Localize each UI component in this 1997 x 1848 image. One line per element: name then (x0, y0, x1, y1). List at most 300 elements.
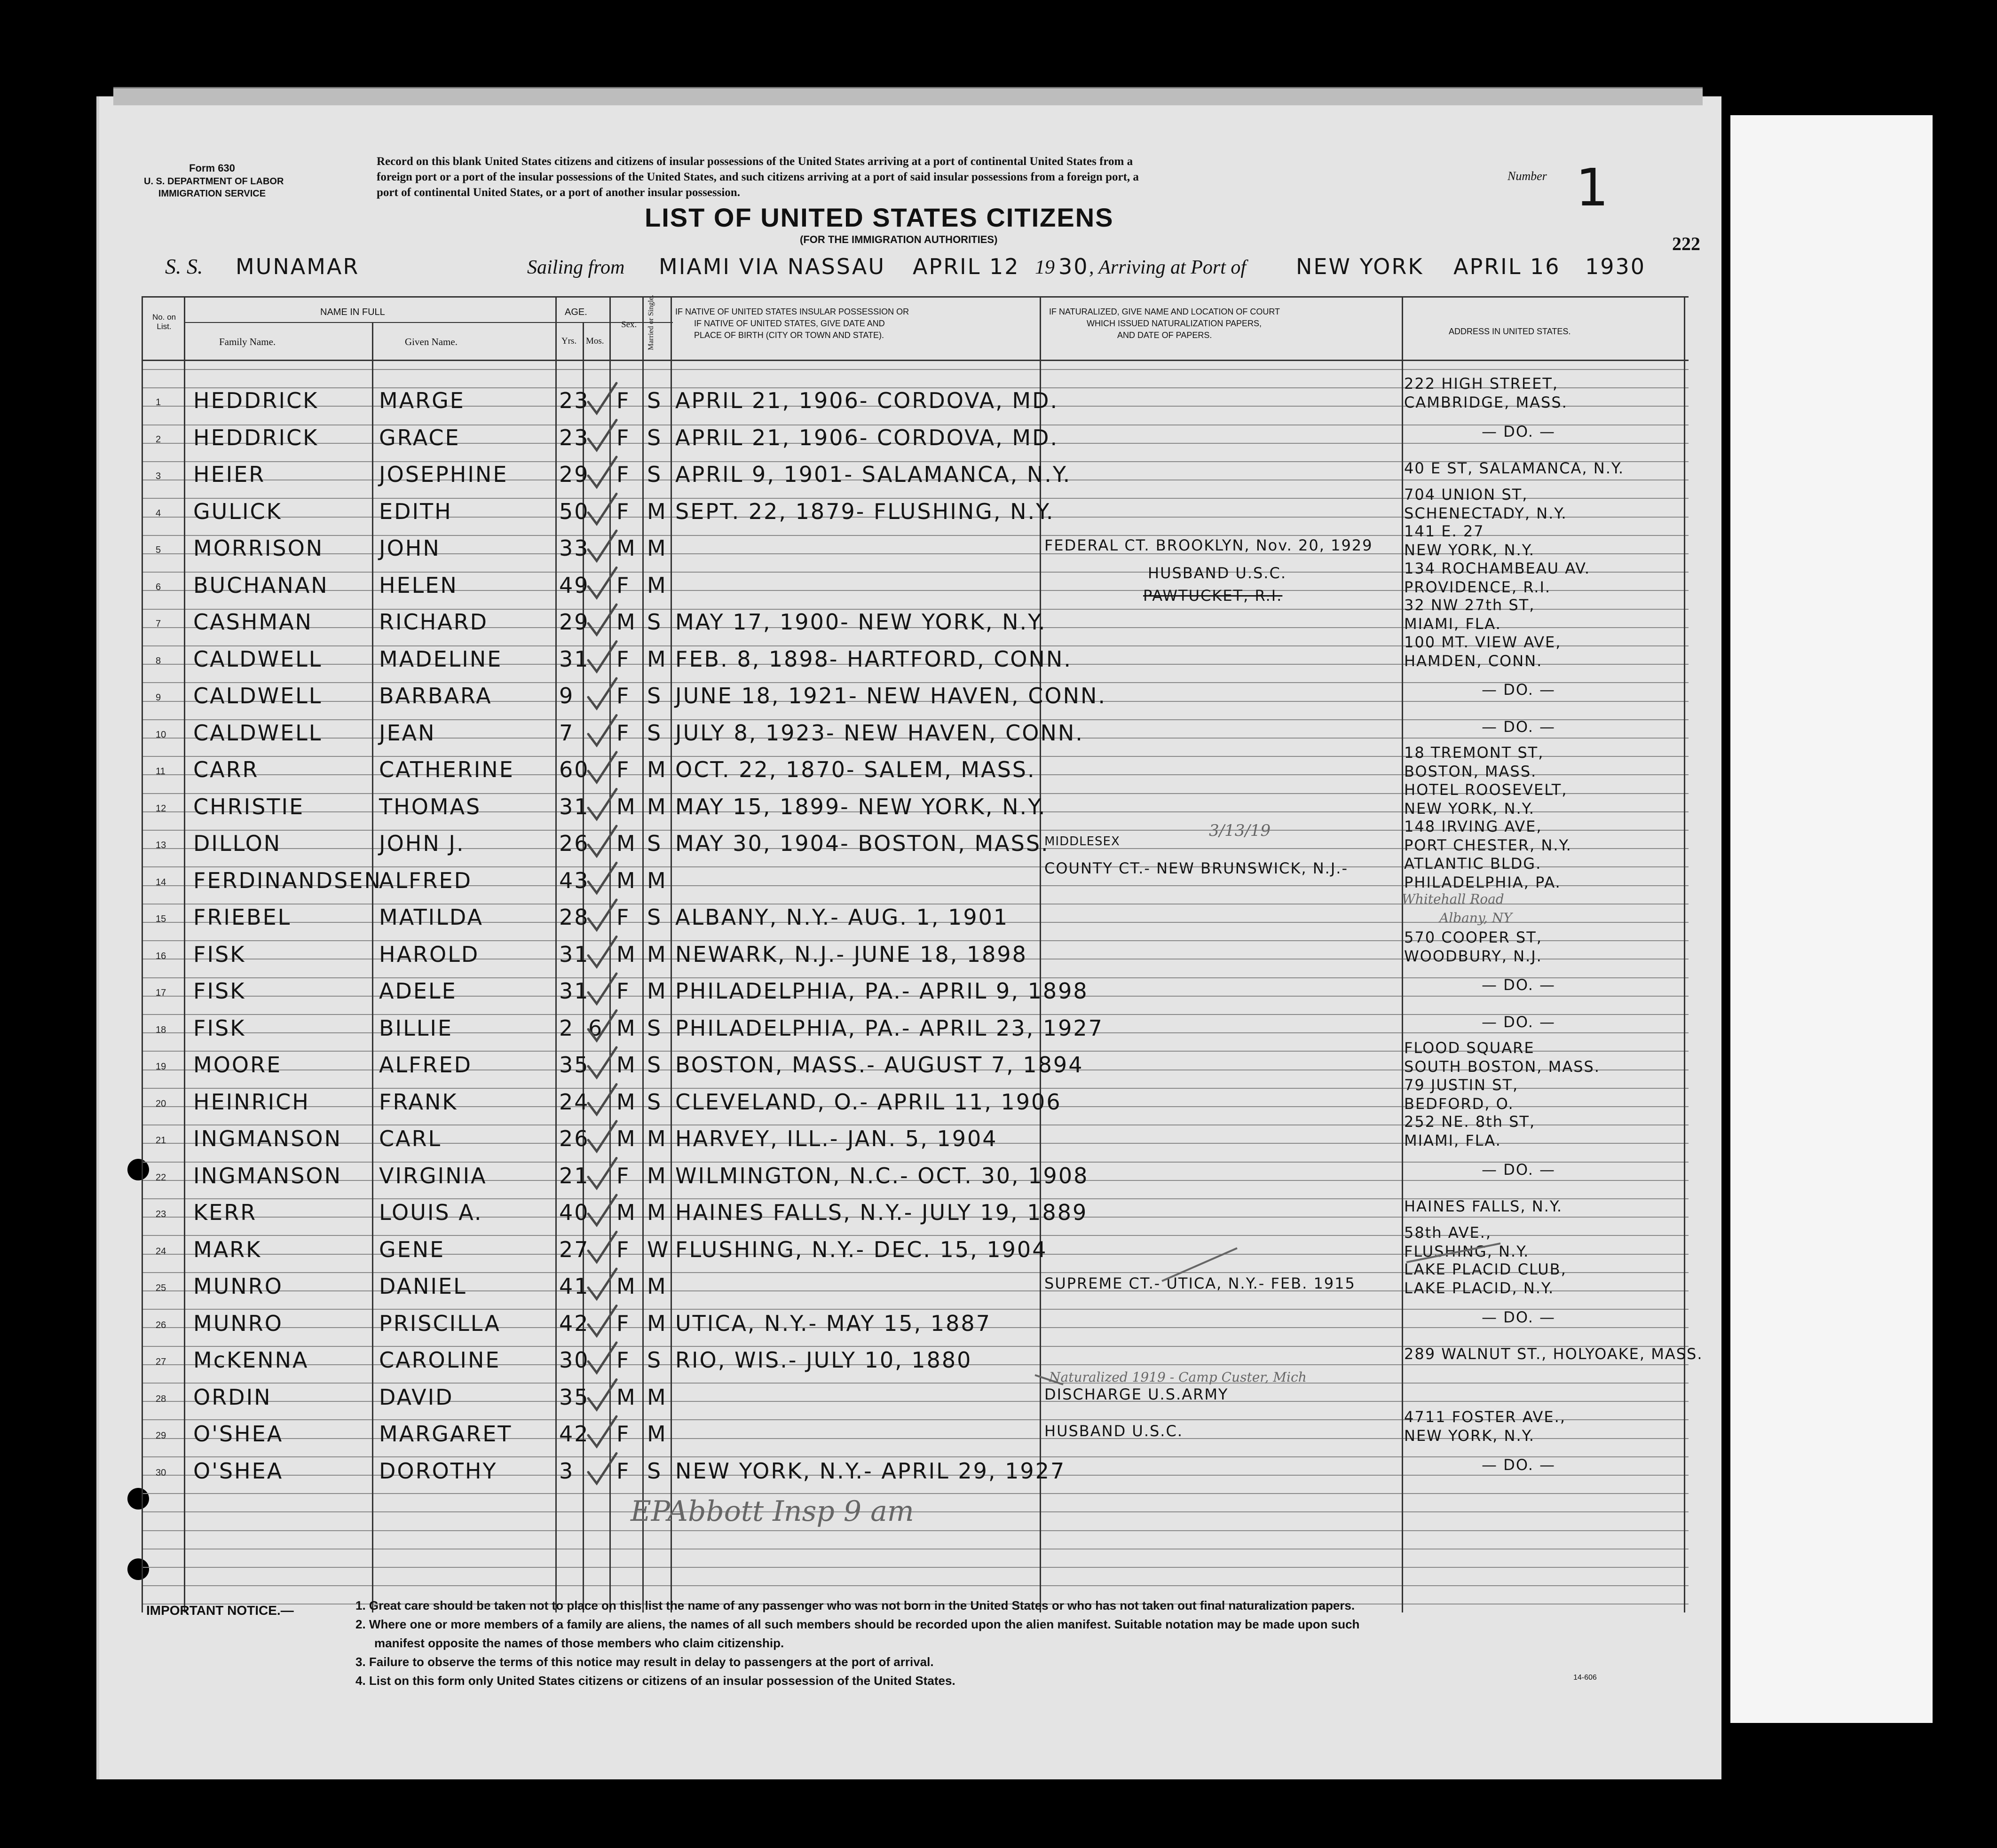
cell-age: 7 (559, 720, 575, 746)
cell-ms: S (647, 388, 663, 413)
cell-no: 19 (156, 1062, 166, 1072)
cell-addr2: LAKE PLACID, N.Y. (1404, 1279, 1555, 1297)
cell-sex: M (616, 794, 637, 819)
cell-sex: F (616, 1421, 631, 1447)
number-value: 1 (1576, 157, 1609, 218)
check-mark (588, 1047, 616, 1077)
check-mark (588, 1232, 616, 1262)
cell-given: GENE (379, 1236, 445, 1262)
cell-no: 9 (156, 692, 161, 703)
cell-no: 27 (156, 1357, 166, 1367)
cell-addr2: PHILADELPHIA, PA. (1404, 873, 1561, 891)
cell-birth: PHILADELPHIA, PA.- APRIL 23, 1927 (675, 1015, 1104, 1041)
sailing-year: 30 (1058, 254, 1089, 279)
cell-age: 27 (559, 1236, 590, 1262)
cell-ms: S (647, 1458, 663, 1484)
cell-given: HELEN (379, 572, 458, 598)
check-mark (588, 974, 616, 1004)
check-mark (588, 605, 616, 635)
cell-family: FISK (193, 978, 246, 1004)
cell-given: RICHARD (379, 609, 489, 635)
pencil-stroke (1406, 1243, 1500, 1262)
page-title: LIST OF UNITED STATES CITIZENS (645, 203, 1114, 232)
cell-addr1: 222 HIGH STREET, (1404, 375, 1559, 393)
cell-given: MARGE (379, 388, 465, 413)
cell-no: 22 (156, 1172, 166, 1183)
check-mark (588, 1158, 616, 1188)
cell-age: 42 (559, 1421, 590, 1447)
cell-family: MOORE (193, 1052, 282, 1077)
cell-ms: M (647, 1274, 667, 1299)
header-months: Mos. (586, 336, 604, 346)
cell-no: 29 (156, 1431, 166, 1441)
header-birth-line-3: PLACE OF BIRTH (CITY OR TOWN AND STATE). (694, 330, 884, 340)
cell-addr2: FLUSHING, N.Y. (1404, 1242, 1530, 1260)
cell-addr2: PORT CHESTER, N.Y. (1404, 836, 1572, 854)
check-mark (588, 420, 616, 450)
cell-addr1: — DO. — (1482, 717, 1556, 736)
header-sex: Sex. (621, 320, 637, 330)
cell-birth: NEW YORK, N.Y.- APRIL 29, 1927 (675, 1458, 1066, 1484)
header-name-in-full: NAME IN FULL (320, 307, 385, 317)
cell-age: 23 (559, 388, 590, 413)
pencil-stroke (1162, 1248, 1237, 1281)
cell-no: 16 (156, 951, 166, 961)
cell-given: ALFRED (379, 867, 473, 893)
cell-age: 35 (559, 1052, 590, 1077)
cell-sex: M (616, 941, 637, 967)
cell-sex: F (616, 425, 631, 450)
cell-ms: S (647, 1089, 663, 1115)
cell-given: EDITH (379, 498, 452, 524)
cell-no: 28 (156, 1393, 166, 1404)
cell-given: JOSEPHINE (379, 462, 508, 487)
notice-1: 1. Great care should be taken not to place on this list the name of any passenger who was not born in the United States or who has not taken out final naturalization papers. (355, 1598, 1355, 1612)
cell-addr1: 40 E ST, SALAMANCA, N.Y. (1404, 459, 1625, 477)
cell-sex: F (616, 720, 631, 746)
cell-birth: APRIL 21, 1906- CORDOVA, MD. (675, 425, 1059, 450)
cell-sex: F (616, 572, 631, 598)
cell-age: 9 (559, 683, 575, 708)
instructions-line-3: port of continental United States, or a port of another insular possession. (377, 186, 740, 199)
cell-family: CALDWELL (193, 646, 323, 672)
cell-nat2: Naturalized 1919 - Camp Custer, Mich (1049, 1369, 1307, 1385)
check-mark (588, 1011, 616, 1041)
cell-no: 25 (156, 1283, 166, 1293)
cell-addr2: BEDFORD, O. (1404, 1094, 1514, 1113)
cell-given: MADELINE (379, 646, 503, 672)
cell-family: FISK (193, 1015, 246, 1041)
cell-ms: S (647, 831, 663, 856)
cell-age: 31 (559, 978, 590, 1004)
cell-nat2: PAWTUCKET, R.I. (1143, 586, 1283, 605)
cell-family: MUNRO (193, 1274, 283, 1299)
departure-port: MIAMI VIA NASSAU (659, 254, 885, 279)
header-number: No. on List. (152, 313, 176, 331)
cell-addr2: WOODBURY, N.J. (1404, 947, 1542, 965)
ss-label: S. S. (165, 254, 203, 278)
cell-ms: M (647, 572, 667, 598)
cell-age: 30 (559, 1347, 590, 1373)
check-mark (588, 826, 616, 856)
arrival-year: 1930 (1585, 254, 1646, 279)
cell-age: 28 (559, 904, 590, 930)
cell-sex: F (616, 978, 631, 1004)
cell-ms: W (647, 1236, 670, 1262)
cell-sex: M (616, 1384, 637, 1410)
cell-age: 40 (559, 1200, 590, 1225)
cell-family: GULICK (193, 498, 282, 524)
cell-no: 12 (156, 803, 166, 814)
back-sheet (1730, 115, 1933, 1723)
cell-nat: HUSBAND U.S.C. (1044, 1422, 1183, 1440)
cell-sex: F (616, 1163, 631, 1188)
check-mark (588, 568, 616, 598)
cell-addr1: LAKE PLACID CLUB, (1404, 1260, 1567, 1278)
cell-addr2: PROVIDENCE, R.I. (1404, 578, 1551, 596)
check-mark (588, 863, 616, 893)
cell-sex: F (616, 1347, 631, 1373)
cell-no: 15 (156, 914, 166, 924)
cell-age: 29 (559, 462, 590, 487)
cell-family: CALDWELL (193, 683, 323, 708)
cell-sex: F (616, 646, 631, 672)
cell-family: KERR (193, 1200, 257, 1225)
check-mark (588, 1380, 616, 1410)
cell-given: JOHN J. (379, 831, 465, 856)
cell-birth: FEB. 8, 1898- HARTFORD, CONN. (675, 646, 1072, 672)
cell-ms: S (647, 904, 663, 930)
cell-no: 24 (156, 1246, 166, 1257)
header-nat-line-1: IF NATURALIZED, GIVE NAME AND LOCATION OF COURT (1049, 307, 1280, 316)
cell-family: CASHMAN (193, 609, 313, 635)
cell-age: 2 (559, 1015, 575, 1041)
cell-family: FISK (193, 941, 246, 967)
cell-birth: APRIL 9, 1901- SALAMANCA, N.Y. (675, 462, 1072, 487)
cell-age: 24 (559, 1089, 590, 1115)
instructions-line-1: Record on this blank United States citizens and citizens of insular possessions of the United States arriving at a port of continental United States from a (377, 155, 1133, 168)
header-years: Yrs. (561, 336, 577, 346)
cell-no: 11 (156, 766, 166, 777)
cell-family: FRIEBEL (193, 904, 292, 930)
cell-given: GRACE (379, 425, 460, 450)
form-number: Form 630 (189, 162, 235, 174)
cell-ms: M (647, 1310, 667, 1336)
cell-birth: APRIL 21, 1906- CORDOVA, MD. (675, 388, 1059, 413)
cell-addr2: MIAMI, FLA. (1404, 615, 1501, 633)
cell-ms: M (647, 1421, 667, 1447)
cell-nat: SUPREME CT.- UTICA, N.Y.- FEB. 1915 (1044, 1274, 1356, 1292)
cell-family: FERDINANDSEN (193, 867, 382, 893)
cell-sex: M (616, 1015, 637, 1041)
cell-ms: M (647, 1163, 667, 1188)
cell-given: BILLIE (379, 1015, 453, 1041)
check-mark (588, 494, 616, 524)
cell-given: MATILDA (379, 904, 483, 930)
cell-addr1: 252 NE. 8th ST, (1404, 1113, 1536, 1131)
cell-ms: S (647, 683, 663, 708)
year-prefix: 19 (1035, 257, 1055, 278)
cell-no: 7 (156, 619, 161, 629)
cell-sex: M (616, 867, 637, 893)
cell-ms: M (647, 1200, 667, 1225)
cell-sex: F (616, 498, 631, 524)
cell-birth: MAY 30, 1904- BOSTON, MASS. (675, 831, 1050, 856)
cell-addr2: HAMDEN, CONN. (1404, 652, 1543, 670)
page-subtitle: (FOR THE IMMIGRATION AUTHORITIES) (800, 234, 998, 245)
manifest-page (96, 96, 1721, 1779)
header-nat-line-2: WHICH ISSUED NATURALIZATION PAPERS, (1087, 319, 1262, 328)
cell-ms: S (647, 720, 663, 746)
check-mark (588, 642, 616, 672)
cell-ms: M (647, 867, 667, 893)
inspector-signature: EPAbbott Insp 9 am (631, 1495, 914, 1528)
cell-nat: DISCHARGE U.S.ARMY (1044, 1385, 1229, 1403)
cell-sex: M (616, 831, 637, 856)
cell-age: 49 (559, 572, 590, 598)
instructions-line-2: foreign port or a port of the insular possessions of the United States, and such citizens arriving at a port of said insular possessions from a foreign port, a (377, 171, 1139, 183)
cell-addr1: HAINES FALLS, N.Y. (1404, 1197, 1563, 1215)
cell-sex: F (616, 683, 631, 708)
cell-given: PRISCILLA (379, 1310, 501, 1336)
check-mark (588, 457, 616, 487)
cell-addr2: NEW YORK, N.Y. (1404, 541, 1535, 559)
cell-no: 10 (156, 729, 166, 740)
cell-no: 5 (156, 545, 161, 555)
cell-no: 30 (156, 1467, 166, 1478)
cell-birth: WILMINGTON, N.C.- OCT. 30, 1908 (675, 1163, 1089, 1188)
cell-no: 26 (156, 1320, 166, 1330)
cell-no: 8 (156, 655, 161, 666)
cell-no: 21 (156, 1135, 166, 1146)
cell-age: 41 (559, 1274, 590, 1299)
cell-nat: COUNTY CT.- NEW BRUNSWICK, N.J.- (1044, 859, 1348, 877)
cell-addr1: — DO. — (1482, 1160, 1556, 1179)
cell-birth: SEPT. 22, 1879- FLUSHING, N.Y. (675, 498, 1055, 524)
cell-no: 1 (156, 397, 161, 408)
cell-birth: MAY 15, 1899- NEW YORK, N.Y. (675, 794, 1047, 819)
cell-addr1: — DO. — (1482, 1013, 1556, 1031)
cell-addr1: — DO. — (1482, 1455, 1556, 1474)
cell-no: 17 (156, 988, 166, 998)
check-mark (588, 531, 616, 561)
cell-addr1: 18 TREMONT ST, (1404, 744, 1544, 762)
cell-sex: M (616, 1126, 637, 1151)
cell-age: 31 (559, 941, 590, 967)
check-mark (588, 1121, 616, 1151)
cell-birth: OCT. 22, 1870- SALEM, MASS. (675, 757, 1036, 782)
cell-addr1: 289 WALNUT ST., HOLYOAKE, MASS. (1404, 1345, 1703, 1363)
cell-addr1: — DO. — (1482, 422, 1556, 440)
cell-family: McKENNA (193, 1347, 309, 1373)
cell-addr1: 141 E. 27 (1404, 522, 1484, 540)
cell-ms: S (647, 1347, 663, 1373)
cell-sex: F (616, 1310, 631, 1336)
cell-addr1: 704 UNION ST, (1404, 485, 1528, 503)
cell-no: 13 (156, 840, 166, 850)
cell-birth: JULY 8, 1923- NEW HAVEN, CONN. (675, 720, 1084, 746)
cell-no: 18 (156, 1024, 166, 1035)
cell-addr1: 148 IRVING AVE, (1404, 818, 1542, 835)
cell-addr1: Whitehall Road (1402, 891, 1504, 907)
cell-birth: HARVEY, ILL.- JAN. 5, 1904 (675, 1126, 998, 1151)
cell-given: JEAN (379, 720, 436, 746)
cell-addr1: 32 NW 27th ST, (1404, 596, 1535, 614)
cell-ms: M (647, 1126, 667, 1151)
cell-nat: HUSBAND U.S.C. (1148, 564, 1287, 582)
cell-age: 43 (559, 867, 590, 893)
cell-ms: M (647, 1384, 667, 1410)
cell-birth: MAY 17, 1900- NEW YORK, N.Y. (675, 609, 1047, 635)
arrival-date: APRIL 16 (1453, 254, 1561, 279)
cell-age: 50 (559, 498, 590, 524)
cell-no: 14 (156, 877, 166, 888)
check-mark (588, 1269, 616, 1299)
cell-birth: CLEVELAND, O.- APRIL 11, 1906 (675, 1089, 1062, 1115)
cell-family: HEIER (193, 462, 266, 487)
cell-nat: FEDERAL CT. BROOKLYN, Nov. 20, 1929 (1044, 536, 1373, 554)
cell-family: HEDDRICK (193, 388, 319, 413)
notice-2a: 2. Where one or more members of a family are aliens, the names of all such members should be recorded upon the alien manifest. Suitable notation may be made upon such (355, 1617, 1360, 1631)
cell-addr1: ATLANTIC BLDG. (1404, 854, 1542, 873)
cell-sex: M (616, 1274, 637, 1299)
cell-ms: S (647, 609, 663, 635)
cell-birth: UTICA, N.Y.- MAY 15, 1887 (675, 1310, 991, 1336)
cell-given: CARL (379, 1126, 442, 1151)
cell-addr1: 100 MT. VIEW AVE, (1404, 633, 1562, 651)
check-mark (588, 716, 616, 746)
check-mark (588, 937, 616, 967)
cell-birth: NEWARK, N.J.- JUNE 18, 1898 (675, 941, 1027, 967)
cell-given: MARGARET (379, 1421, 513, 1447)
cell-addr1: — DO. — (1482, 681, 1556, 699)
cell-ms: M (647, 794, 667, 819)
cell-no: 20 (156, 1098, 166, 1109)
cell-ms: M (647, 535, 667, 561)
sailing-label: Sailing from (527, 257, 625, 278)
cell-age: 29 (559, 609, 590, 635)
cell-given: HAROLD (379, 941, 480, 967)
check-mark (588, 789, 616, 819)
check-mark (588, 1416, 616, 1447)
cell-birth: RIO, WIS.- JULY 10, 1880 (675, 1347, 972, 1373)
header-birth-line-1: IF NATIVE OF UNITED STATES INSULAR POSSESSION OR (675, 307, 909, 316)
header-married-single: Married or Single. (647, 295, 655, 350)
cell-age: 23 (559, 425, 590, 450)
cell-family: MUNRO (193, 1310, 283, 1336)
cell-birth: JUNE 18, 1921- NEW HAVEN, CONN. (675, 683, 1107, 708)
cell-sex: M (616, 1200, 637, 1225)
cell-no: 23 (156, 1209, 166, 1219)
cell-age: 3 (559, 1458, 575, 1484)
cell-age: 42 (559, 1310, 590, 1336)
cell-birth: PHILADELPHIA, PA.- APRIL 9, 1898 (675, 978, 1089, 1004)
notice-2b: manifest opposite the names of those members who claim citizenship. (374, 1636, 784, 1650)
cell-family: DILLON (193, 831, 282, 856)
cell-ms: M (647, 978, 667, 1004)
footer-code: 14-606 (1573, 1674, 1597, 1682)
cell-family: HEINRICH (193, 1089, 310, 1115)
notice-3: 3. Failure to observe the terms of this notice may result in delay to passengers at the port of arrival. (355, 1655, 934, 1669)
cell-age: 33 (559, 535, 590, 561)
cell-family: MORRISON (193, 535, 324, 561)
cell-addr1: FLOOD SQUARE (1404, 1039, 1535, 1057)
cell-family: O'SHEA (193, 1458, 284, 1484)
cell-nat2: 3/13/19 (1209, 821, 1271, 840)
arrival-port: NEW YORK (1296, 254, 1424, 279)
cell-family: MARK (193, 1236, 262, 1262)
check-mark (588, 1195, 616, 1225)
cell-age: 26 (559, 1126, 590, 1151)
cell-addr1: 134 ROCHAMBEAU AV. (1404, 559, 1591, 577)
cell-family: CHRISTIE (193, 794, 305, 819)
check-mark (588, 678, 616, 708)
cell-ms: M (647, 757, 667, 782)
cell-family: ORDIN (193, 1384, 272, 1410)
cell-ms: M (647, 646, 667, 672)
cell-given: LOUIS A. (379, 1200, 483, 1225)
cell-addr2: BOSTON, MASS. (1404, 763, 1537, 780)
cell-sex: M (616, 609, 637, 635)
cell-age: 31 (559, 794, 590, 819)
cell-sex: M (616, 1089, 637, 1115)
arriving-label: , Arriving at Port of (1089, 257, 1247, 278)
cell-addr1: — DO. — (1482, 1308, 1556, 1326)
cell-addr2: SOUTH BOSTON, MASS. (1404, 1058, 1600, 1076)
cell-addr1: 58th AVE., (1404, 1223, 1492, 1242)
header-address: ADDRESS IN UNITED STATES. (1449, 327, 1571, 336)
number-label: Number (1508, 169, 1547, 183)
cell-addr2: SCHENECTADY, N.Y. (1404, 504, 1567, 522)
cell-family: CALDWELL (193, 720, 323, 746)
cell-given: JOHN (379, 535, 441, 561)
cell-addr1: HOTEL ROOSEVELT, (1404, 780, 1568, 799)
cell-ms: S (647, 425, 663, 450)
cell-birth: HAINES FALLS, N.Y.- JULY 19, 1889 (675, 1200, 1088, 1225)
cell-sex: M (616, 535, 637, 561)
cell-age: 31 (559, 646, 590, 672)
cell-given: VIRGINIA (379, 1163, 487, 1188)
cell-age: 26 (559, 831, 590, 856)
cell-addr1: 570 COOPER ST, (1404, 928, 1542, 946)
cell-age: 21 (559, 1163, 590, 1188)
cell-family: O'SHEA (193, 1421, 284, 1447)
cell-family: INGMANSON (193, 1126, 342, 1151)
cell-addr2: CAMBRIDGE, MASS. (1404, 393, 1568, 411)
cell-given: DAVID (379, 1384, 454, 1410)
cell-given: CATHERINE (379, 757, 514, 782)
cell-given: BARBARA (379, 683, 492, 708)
check-mark (588, 383, 616, 413)
cell-sex: M (616, 1052, 637, 1077)
cell-sex: F (616, 1236, 631, 1262)
check-mark (588, 1306, 616, 1336)
cell-addr1: — DO. — (1482, 976, 1556, 994)
check-mark (588, 1085, 616, 1115)
cell-age: 60 (559, 757, 590, 782)
cell-ms: S (647, 462, 663, 487)
cell-no: 6 (156, 582, 161, 592)
cell-given: ADELE (379, 978, 457, 1004)
header-birth-line-2: IF NATIVE OF UNITED STATES, GIVE DATE AND (694, 319, 885, 328)
cell-ms: M (647, 498, 667, 524)
cell-addr2: MIAMI, FLA. (1404, 1132, 1501, 1149)
header-family-name: Family Name. (219, 336, 276, 347)
cell-addr2: Albany, NY (1439, 910, 1512, 926)
cell-addr2: NEW YORK, N.Y. (1404, 1427, 1535, 1445)
cell-given: CAROLINE (379, 1347, 501, 1373)
cell-given: FRANK (379, 1089, 458, 1115)
